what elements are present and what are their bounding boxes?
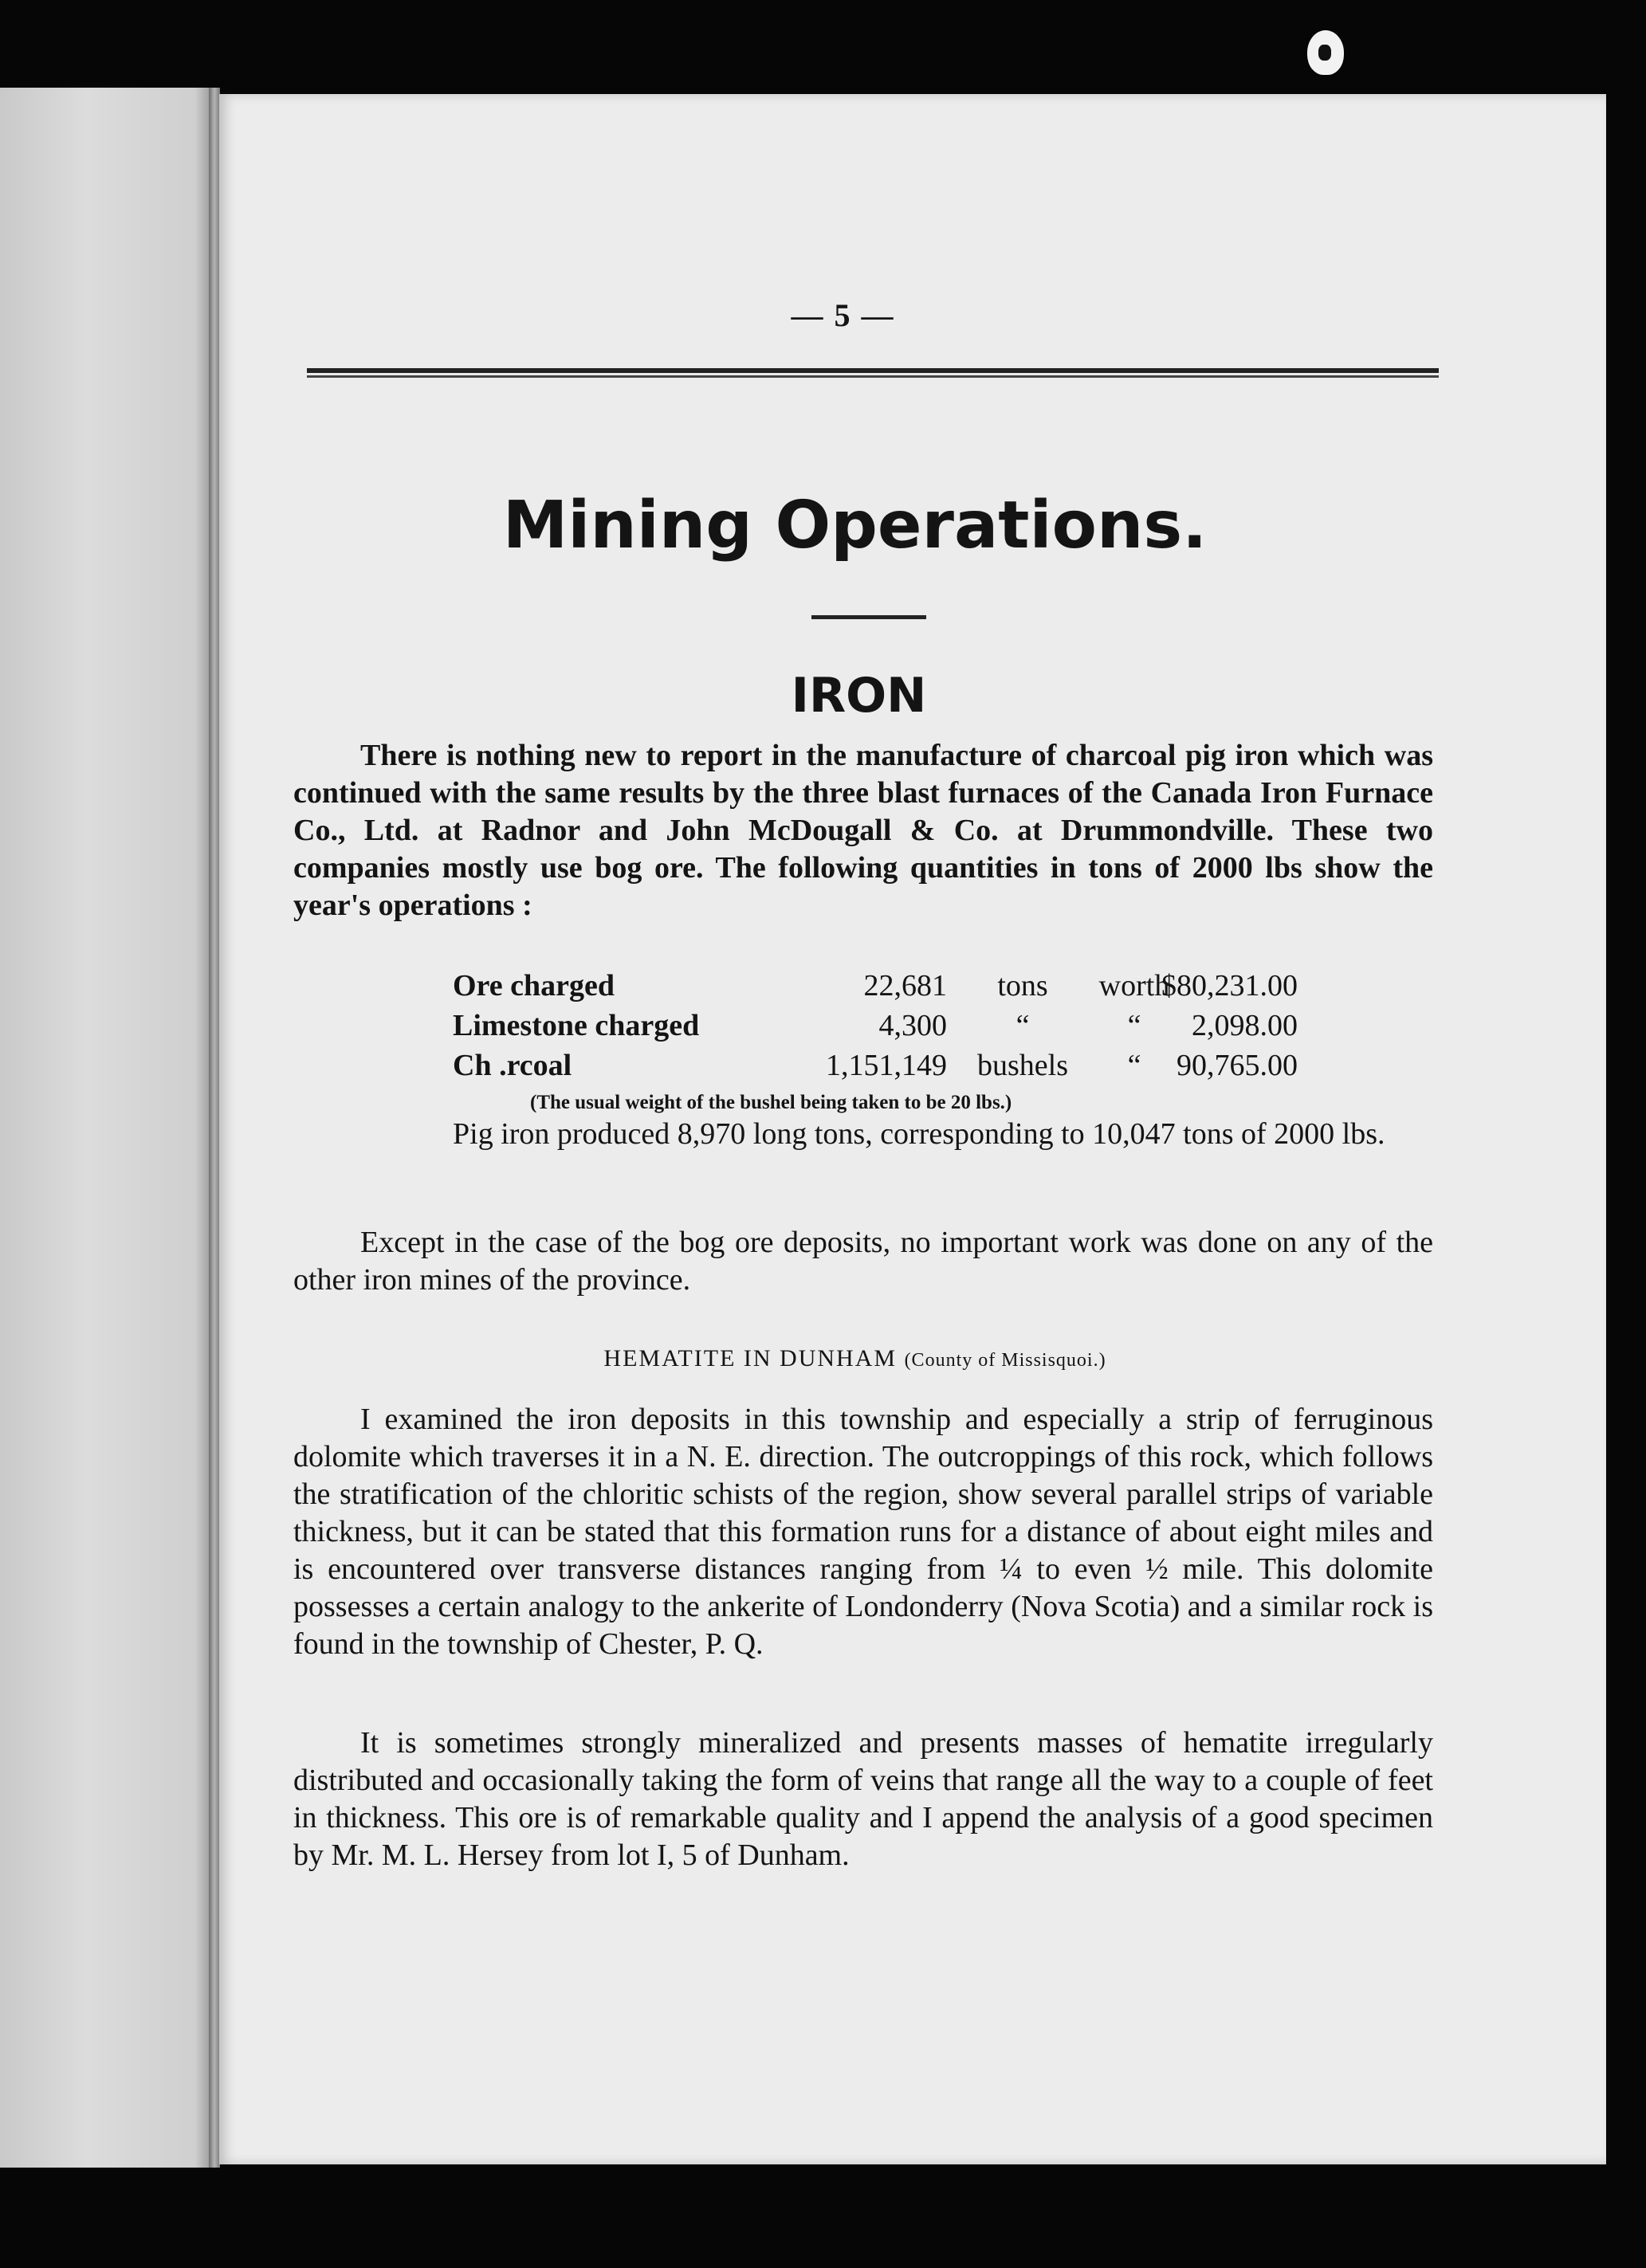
page-title: Mining Operations. — [502, 488, 1208, 563]
operation-item: Limestone charged — [453, 1009, 700, 1042]
operation-item: Ore charged — [453, 969, 615, 1003]
operations-table — [453, 966, 1298, 1085]
paragraph-pig-iron: Pig iron produced 8,970 long tons, corresponding to 10,047 tons of 2000 lbs. — [453, 1117, 1385, 1151]
operation-value: $80,231.00 — [1161, 969, 1298, 1003]
operation-value: 2,098.00 — [1192, 1009, 1298, 1042]
operation-worth-label: “ — [1127, 1009, 1141, 1042]
table-row — [453, 966, 1298, 1006]
operation-worth-label: worth — [1098, 969, 1170, 1003]
operation-value: 90,765.00 — [1177, 1049, 1298, 1082]
operation-quantity: 4,300 — [878, 1009, 947, 1042]
operation-quantity: 1,151,149 — [826, 1049, 947, 1082]
paragraph-intro: There is nothing new to report in the manufacture of charcoal pig iron which was continued with the same results by the three blast furnaces of the Canada Iron Furnace Co., Ltd. at Radnor and John McDougall & Co. at Drummondville. These two companies mostly use bog ore. The following quantities in tons of 2000 lbs show the year's operations : — [293, 739, 1433, 922]
paragraph-bog-ore: Except in the case of the bog ore deposits, no important work was done on any of the other iron mines of the province. — [293, 1226, 1433, 1297]
table-row — [453, 1046, 1298, 1085]
operation-worth-label: “ — [1127, 1049, 1141, 1082]
subheading-county: (County of Missisquoi.) — [904, 1350, 1106, 1371]
section-heading: IRON — [791, 668, 927, 724]
header-double-rule — [307, 368, 1439, 379]
operation-unit: “ — [1015, 1009, 1030, 1042]
operation-unit: bushels — [977, 1049, 1068, 1082]
subheading — [0, 1345, 1646, 1372]
operation-quantity: 22,681 — [863, 969, 947, 1003]
page-number: — 5 — — [791, 297, 895, 333]
title-divider — [811, 615, 926, 619]
operation-item: Ch .rcoal — [453, 1049, 572, 1082]
operation-unit: tons — [997, 969, 1048, 1003]
table-row — [453, 1006, 1298, 1046]
paragraph-dunham-deposits: I examined the iron deposits in this township and especially a strip of ferruginous dolomite which traverses it in a N. E. direction. The outcroppings of this rock, which follows the stratification of the chloritic schists of the region, show several parallel strips of variable thickness, but it can be stated that this formation runs for a distance of about eight miles and is encountered over transverse distances ranging from ¼ to even ½ mile. This dolomite possesses a certain analogy to the ankerite of Londonderry (Nova Scotia) and a similar rock is found in the township of Chester, P. Q. — [293, 1403, 1433, 1661]
book-gutter — [209, 88, 220, 2168]
previous-page-edge — [0, 88, 217, 2168]
paragraph-hematite: It is sometimes strongly mineralized and presents masses of hematite irregularly distributed and occasionally taking the form of veins that range all the way to a couple of feet in thickness. This ore is of remarkable quality and I append the analysis of a good specimen by Mr. M. L. Hersey from lot I, 5 of Dunham. — [293, 1726, 1433, 1872]
subheading-title: HEMATITE IN DUNHAM — [603, 1345, 898, 1371]
operations-note: (The usual weight of the bushel being taken to be 20 lbs.) — [530, 1092, 1012, 1113]
scan-corner-mark — [1307, 30, 1344, 75]
